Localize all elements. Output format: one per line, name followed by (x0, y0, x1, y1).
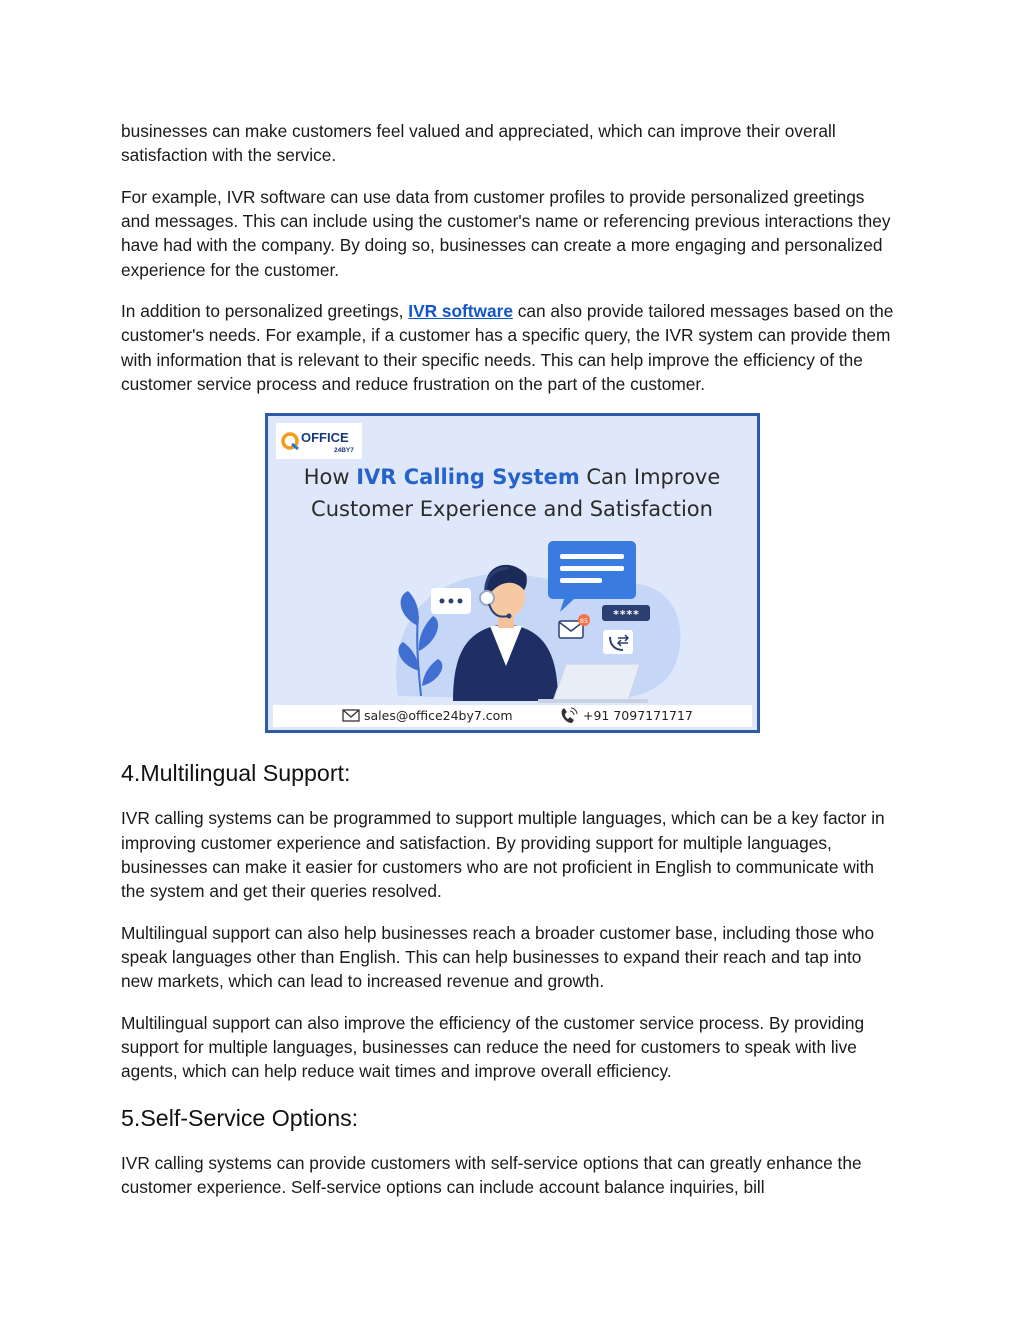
logo-sub-text: 24BY7 (334, 447, 354, 455)
paragraph-multilingual-2: Multilingual support can also help businesses reach a broader customer base, including those who speak languages other than English. This can help businesses to expand their reach and tap into new markets, which can lead to increased revenue and growth. (121, 922, 875, 992)
banner-title-highlight: IVR Calling System (356, 465, 580, 490)
banner-phone: +91 7097171717 (583, 708, 693, 724)
paragraph-self-service-1: IVR calling systems can provide customers with self-service options that can greatly enhance the customer experience. Self-service options can include account balance inquiries, bill (121, 1153, 862, 1198)
banner-title-line2: Customer Experience and Satisfaction (311, 497, 713, 522)
paragraph-multilingual-1: IVR calling systems can be programmed to support multiple languages, which can be a key factor in improving customer experience and satisfaction. By providing support for multiple languages, businesses can make it easier for customers who are not proficient in English to communicate with the system and get their queries resolved. (121, 808, 885, 902)
chat-dots-bubble-icon (431, 588, 471, 614)
logo-main-text: OFFICE (301, 430, 349, 446)
section-heading-multilingual: 4.Multilingual Support: (121, 760, 351, 787)
password-field-icon (602, 605, 650, 621)
ivr-banner-image (265, 413, 760, 733)
paragraph-example: For example, IVR software can use data from customer profiles to provide personalized greetings and messages. This can include using the customer's name or referencing previous interactions they have had with the company. By doing so, businesses can create a more engaging and personalized experience for the customer. (121, 187, 891, 280)
banner-email: sales@office24by7.com (364, 708, 513, 724)
banner-title-post: Can Improve (579, 465, 721, 490)
paragraph-text-after-link: can also provide tailored messages based on the customer's needs. For example, if a customer has a specific query, the IVR system can provide them with information that is relevant to their specific needs. This can help improve the efficiency of the customer service process and reduce frustration on the part of the customer. (121, 301, 894, 394)
paragraph-tailored-messages (121, 299, 896, 396)
paragraph-multilingual-3: Multilingual support can also improve the efficiency of the customer service process. By providing support for multiple languages, businesses can reduce the need for customers to speak with live agents, which can help reduce wait times and improve overall efficiency. (121, 1012, 865, 1082)
paragraph-intro-continued: businesses can make customers feel valued and appreciated, which can improve their overall satisfaction with the service. (121, 121, 836, 166)
banner-title-pre: How (303, 465, 357, 490)
call-transfer-icon (603, 630, 633, 654)
section-heading-self-service: 5.Self-Service Options: (121, 1105, 359, 1132)
paragraph-text-before-link: In addition to personalized greetings, (121, 301, 409, 322)
banner-title-line1 (304, 465, 721, 489)
ivr-software-link[interactable]: IVR software (408, 301, 513, 322)
envelope-badge-count: 85 (579, 617, 589, 626)
password-mask-text: **** (612, 608, 640, 622)
banner-illustration (268, 416, 757, 730)
document-page (121, 119, 896, 1217)
